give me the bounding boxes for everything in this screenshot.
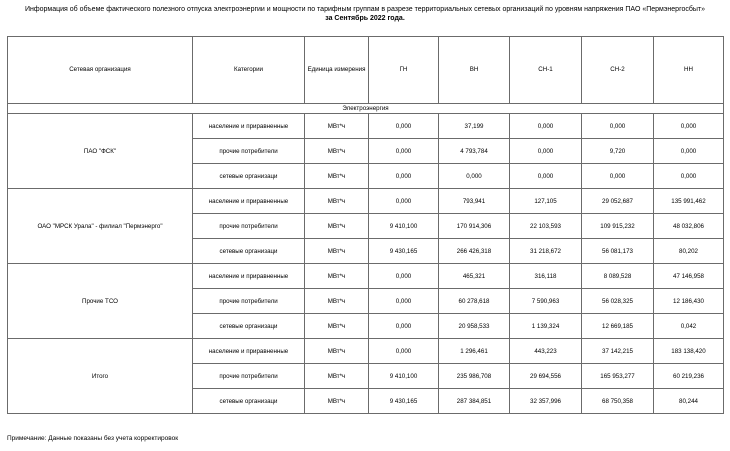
value-cell: 0,000 bbox=[369, 264, 439, 289]
category-cell: прочие потребители bbox=[193, 289, 305, 314]
value-cell: 183 138,420 bbox=[654, 339, 724, 364]
value-cell: 0,000 bbox=[369, 339, 439, 364]
unit-cell: МВт*ч bbox=[305, 364, 369, 389]
value-cell: 20 958,533 bbox=[439, 314, 510, 339]
value-cell: 7 590,963 bbox=[510, 289, 582, 314]
value-cell: 60 219,236 bbox=[654, 364, 724, 389]
value-cell: 0,000 bbox=[510, 139, 582, 164]
header-nn: НН bbox=[654, 37, 724, 104]
value-cell: 793,941 bbox=[439, 189, 510, 214]
value-cell: 109 915,232 bbox=[582, 214, 654, 239]
value-cell: 47 146,958 bbox=[654, 264, 724, 289]
value-cell: 9 430,165 bbox=[369, 239, 439, 264]
unit-cell: МВт*ч bbox=[305, 264, 369, 289]
unit-cell: МВт*ч bbox=[305, 214, 369, 239]
value-cell: 0,000 bbox=[369, 164, 439, 189]
category-cell: сетевые организаци bbox=[193, 239, 305, 264]
value-cell: 127,105 bbox=[510, 189, 582, 214]
header-category: Категории bbox=[193, 37, 305, 104]
value-cell: 12 186,430 bbox=[654, 289, 724, 314]
unit-cell: МВт*ч bbox=[305, 314, 369, 339]
energy-table bbox=[7, 36, 724, 414]
value-cell: 37 142,215 bbox=[582, 339, 654, 364]
value-cell: 12 669,185 bbox=[582, 314, 654, 339]
value-cell: 9 430,165 bbox=[369, 389, 439, 414]
value-cell: 0,000 bbox=[369, 189, 439, 214]
unit-cell: МВт*ч bbox=[305, 189, 369, 214]
value-cell: 0,000 bbox=[654, 139, 724, 164]
section-label: Электроэнергия bbox=[8, 104, 724, 114]
value-cell: 465,321 bbox=[439, 264, 510, 289]
value-cell: 0,000 bbox=[439, 164, 510, 189]
value-cell: 0,000 bbox=[510, 114, 582, 139]
category-cell: население и приравненные bbox=[193, 339, 305, 364]
value-cell: 0,042 bbox=[654, 314, 724, 339]
category-cell: прочие потребители bbox=[193, 139, 305, 164]
category-cell: население и приравненные bbox=[193, 189, 305, 214]
header-org: Сетевая организация bbox=[8, 37, 193, 104]
value-cell: 0,000 bbox=[369, 114, 439, 139]
category-cell: прочие потребители bbox=[193, 364, 305, 389]
unit-cell: МВт*ч bbox=[305, 114, 369, 139]
unit-cell: МВт*ч bbox=[305, 389, 369, 414]
header-vn: ВН bbox=[439, 37, 510, 104]
value-cell: 0,000 bbox=[582, 164, 654, 189]
value-cell: 266 426,318 bbox=[439, 239, 510, 264]
header-gn: ГН bbox=[369, 37, 439, 104]
value-cell: 9 410,100 bbox=[369, 364, 439, 389]
value-cell: 9 410,100 bbox=[369, 214, 439, 239]
value-cell: 9,720 bbox=[582, 139, 654, 164]
unit-cell: МВт*ч bbox=[305, 339, 369, 364]
value-cell: 48 032,806 bbox=[654, 214, 724, 239]
unit-cell: МВт*ч bbox=[305, 289, 369, 314]
footnote: Примечание: Данные показаны без учета корректировок bbox=[7, 435, 179, 442]
value-cell: 32 357,996 bbox=[510, 389, 582, 414]
category-cell: сетевые организаци bbox=[193, 314, 305, 339]
header-sn2: СН-2 bbox=[582, 37, 654, 104]
value-cell: 31 218,672 bbox=[510, 239, 582, 264]
value-cell: 235 986,708 bbox=[439, 364, 510, 389]
section-row bbox=[8, 104, 724, 114]
org-cell: ПАО "ФСК" bbox=[8, 114, 193, 189]
value-cell: 37,199 bbox=[439, 114, 510, 139]
value-cell: 135 991,462 bbox=[654, 189, 724, 214]
unit-cell: МВт*ч bbox=[305, 139, 369, 164]
value-cell: 0,000 bbox=[654, 164, 724, 189]
value-cell: 8 089,528 bbox=[582, 264, 654, 289]
table-header-row bbox=[8, 37, 724, 104]
value-cell: 0,000 bbox=[369, 314, 439, 339]
value-cell: 0,000 bbox=[369, 289, 439, 314]
value-cell: 0,000 bbox=[510, 164, 582, 189]
org-cell: ОАО "МРСК Урала" - филиал "Пермэнерго" bbox=[8, 189, 193, 264]
category-cell: население и приравненные bbox=[193, 114, 305, 139]
table-row bbox=[8, 264, 724, 289]
unit-cell: МВт*ч bbox=[305, 239, 369, 264]
unit-cell: МВт*ч bbox=[305, 164, 369, 189]
value-cell: 4 793,784 bbox=[439, 139, 510, 164]
value-cell: 316,118 bbox=[510, 264, 582, 289]
header-sn1: СН-1 bbox=[510, 37, 582, 104]
category-cell: прочие потребители bbox=[193, 214, 305, 239]
value-cell: 56 028,325 bbox=[582, 289, 654, 314]
value-cell: 165 953,277 bbox=[582, 364, 654, 389]
value-cell: 22 103,593 bbox=[510, 214, 582, 239]
org-cell: Прочие ТСО bbox=[8, 264, 193, 339]
value-cell: 29 052,687 bbox=[582, 189, 654, 214]
table-row bbox=[8, 189, 724, 214]
value-cell: 0,000 bbox=[369, 139, 439, 164]
value-cell: 287 384,851 bbox=[439, 389, 510, 414]
report-title-line2: за Сентябрь 2022 года. bbox=[325, 15, 405, 22]
header-unit: Единица измерения bbox=[305, 37, 369, 104]
value-cell: 29 694,556 bbox=[510, 364, 582, 389]
value-cell: 0,000 bbox=[582, 114, 654, 139]
table-row bbox=[8, 114, 724, 139]
value-cell: 68 750,358 bbox=[582, 389, 654, 414]
table-row bbox=[8, 339, 724, 364]
org-cell: Итого bbox=[8, 339, 193, 414]
category-cell: сетевые организаци bbox=[193, 389, 305, 414]
value-cell: 80,244 bbox=[654, 389, 724, 414]
value-cell: 443,223 bbox=[510, 339, 582, 364]
value-cell: 60 278,618 bbox=[439, 289, 510, 314]
category-cell: население и приравненные bbox=[193, 264, 305, 289]
value-cell: 1 139,324 bbox=[510, 314, 582, 339]
value-cell: 0,000 bbox=[654, 114, 724, 139]
value-cell: 170 914,306 bbox=[439, 214, 510, 239]
report-title-line1: Информация об объеме фактического полезного отпуска электроэнергии и мощности по тарифным группам в разрезе территориальных сетевых организаций по уровням напряжения ПАО «Пермэнергосбыт» bbox=[24, 6, 706, 13]
report-title bbox=[0, 5, 730, 23]
category-cell: сетевые организаци bbox=[193, 164, 305, 189]
value-cell: 1 296,461 bbox=[439, 339, 510, 364]
value-cell: 56 081,173 bbox=[582, 239, 654, 264]
value-cell: 80,202 bbox=[654, 239, 724, 264]
